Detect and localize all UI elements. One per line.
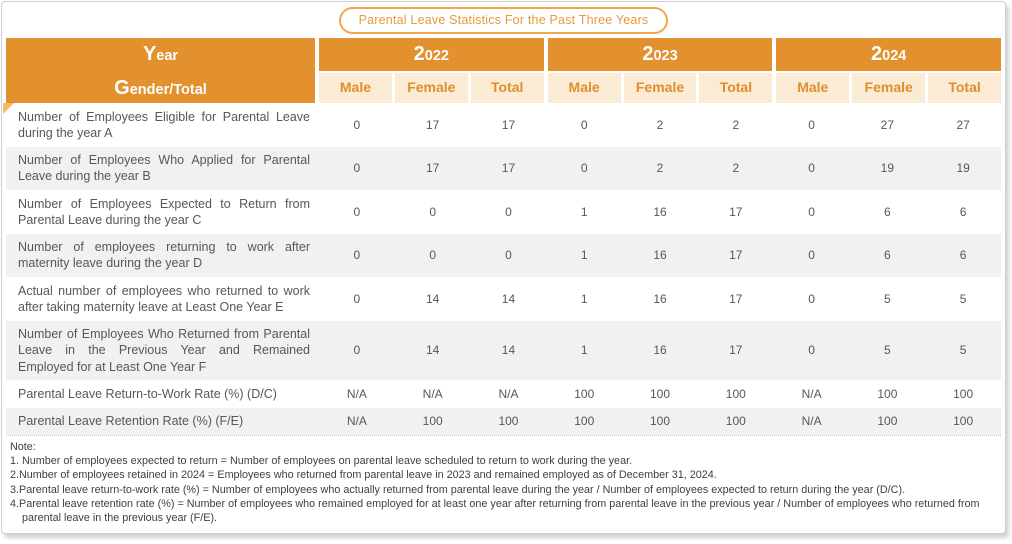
ribbon-fold-decoration [3, 103, 14, 114]
value-cell: 16 [653, 343, 667, 358]
note-item: 1. Number of employees expected to return = Number of employees on parental leave scheduled to return to work during the year. [10, 455, 633, 467]
value-cell: 27 [956, 117, 970, 132]
table-row [6, 408, 1001, 435]
subheader-total: Total [696, 73, 772, 103]
value-cell: 19 [956, 161, 970, 176]
value-cell: 5 [884, 343, 891, 358]
row-label: Number of Employees Eligible for Parental Leave during the year A [18, 109, 310, 140]
value-cell: 0 [353, 204, 361, 219]
value-cell: 14 [501, 291, 516, 306]
value-cell: 6 [959, 204, 967, 219]
corner-year-label: Year [142, 43, 179, 65]
table-row [6, 103, 1001, 147]
row-label: Parental Leave Retention Rate (%) (F/E) [18, 414, 244, 428]
table-row [6, 234, 1001, 278]
value-cell: 6 [884, 204, 891, 219]
value-cell: 100 [498, 414, 519, 429]
value-cell: 0 [353, 248, 361, 263]
year-header-2023: 2023 [544, 38, 773, 71]
value-cell: 17 [729, 248, 743, 263]
value-cell: 0 [353, 161, 361, 176]
table-header [6, 38, 1001, 103]
value-cell: 100 [574, 386, 595, 401]
year-headers [319, 38, 1001, 103]
row-label: Parental Leave Return-to-Work Rate (%) (D/C) [18, 386, 277, 401]
value-cell: 0 [808, 204, 815, 219]
corner-gender-label: Gender/Total [114, 77, 207, 99]
subheader-female: Female [392, 73, 468, 103]
value-cell: 0 [353, 343, 361, 358]
value-cell: 6 [959, 248, 967, 263]
subheader-male: Male [544, 73, 621, 103]
notes-heading: Note: [10, 440, 36, 453]
value-cell: 0 [808, 117, 815, 132]
value-cell: 14 [501, 343, 516, 358]
value-cell: 100 [877, 414, 898, 429]
value-cell: 100 [422, 414, 443, 429]
value-cell: 0 [505, 204, 512, 219]
value-cell: 2 [656, 161, 664, 176]
value-cell: N/A [801, 414, 822, 429]
corner-header-cell [6, 38, 319, 103]
value-cell: 5 [959, 343, 967, 358]
row-label: Number of Employees Who Applied for Parental Leave during the year B [18, 153, 310, 184]
value-cell: 0 [429, 204, 437, 219]
value-cell: N/A [346, 386, 367, 401]
value-cell: 17 [425, 161, 440, 176]
value-cell: 17 [425, 117, 440, 132]
gender-header-row [319, 73, 1001, 103]
value-cell: 100 [953, 414, 974, 429]
subheader-female: Female [621, 73, 697, 103]
table-row [6, 277, 1001, 321]
report-card [1, 1, 1006, 534]
value-cell: 100 [725, 386, 746, 401]
table-row [6, 380, 1001, 407]
table-row [6, 147, 1001, 191]
subheader-female: Female [849, 73, 925, 103]
value-cell: 16 [653, 204, 667, 219]
value-cell: 16 [653, 248, 667, 263]
value-cell: 100 [574, 414, 595, 429]
note-item: 3.Parental leave return-to-work rate (%) = Number of employees who actually returned from parental leave during the year / Number of employees expected to return during the year (D/C). [10, 483, 906, 496]
value-cell: 2 [656, 117, 664, 132]
subheader-total: Total [925, 73, 1001, 103]
value-cell: 1 [580, 204, 588, 219]
value-cell: 100 [650, 414, 671, 429]
value-cell: 17 [729, 204, 743, 219]
value-cell: 0 [808, 343, 815, 358]
table-body [6, 103, 1001, 435]
row-label: Actual number of employees who returned to work after taking maternity leave at Least One Year E [18, 283, 310, 314]
row-label: Number of Employees Who Returned from Parental Leave in the Previous Year and Remained Employed for at Least One Year F [18, 327, 310, 374]
value-cell: N/A [422, 386, 443, 401]
value-cell: 16 [653, 291, 667, 306]
value-cell: N/A [498, 386, 519, 401]
value-cell: 5 [884, 291, 891, 306]
value-cell: 17 [729, 291, 743, 306]
title-bar [2, 2, 1005, 38]
value-cell: 0 [505, 248, 512, 263]
value-cell: 5 [959, 291, 967, 306]
value-cell: 27 [880, 117, 895, 132]
page-title: Parental Leave Statistics For the Past Three Years [339, 7, 669, 34]
value-cell: N/A [801, 386, 822, 401]
value-cell: 0 [580, 117, 588, 132]
value-cell: 0 [580, 161, 588, 176]
value-cell: 1 [580, 291, 588, 306]
value-cell: 17 [729, 343, 743, 358]
row-label: Number of employees returning to work after maternity leave during the year D [18, 240, 310, 271]
value-cell: 100 [725, 414, 746, 429]
value-cell: 100 [877, 386, 898, 401]
value-cell: 19 [880, 161, 895, 176]
year-header-2022: 2022 [319, 38, 544, 71]
table-row [6, 190, 1001, 234]
subheader-male: Male [319, 73, 392, 103]
value-cell: 17 [501, 161, 516, 176]
value-cell: 0 [808, 161, 815, 176]
value-cell: 14 [425, 343, 440, 358]
value-cell: 0 [429, 248, 437, 263]
subheader-male: Male [772, 73, 849, 103]
value-cell: 0 [808, 291, 815, 306]
table-row [6, 321, 1001, 381]
row-label: Number of Employees Expected to Return from Parental Leave during the year C [18, 196, 310, 227]
year-row [319, 38, 1001, 71]
value-cell: 100 [650, 386, 671, 401]
value-cell: 1 [580, 343, 588, 358]
year-header-2024: 2024 [772, 38, 1001, 71]
value-cell: 0 [808, 248, 815, 263]
value-cell: 0 [353, 117, 361, 132]
subheader-total: Total [468, 73, 544, 103]
value-cell: 14 [425, 291, 440, 306]
note-item: 2.Number of employees retained in 2024 = Employees who returned from parental leave in 2023 and remained employed as of December 31, 2024. [10, 469, 717, 482]
notes-section [6, 435, 1001, 526]
value-cell: 100 [953, 386, 974, 401]
value-cell: 17 [501, 117, 516, 132]
note-item: 4.Parental leave retention rate (%) = Number of employees who remained employed for at least one year after returning from parental leave in the previous year / Number of employees who returned from parental leave in the previous year (F/E). [10, 497, 980, 524]
value-cell: 6 [884, 248, 891, 263]
value-cell: 1 [580, 248, 588, 263]
statistics-table [6, 38, 1001, 435]
value-cell: N/A [346, 414, 367, 429]
value-cell: 2 [732, 117, 740, 132]
value-cell: 0 [353, 291, 361, 306]
value-cell: 2 [732, 161, 740, 176]
